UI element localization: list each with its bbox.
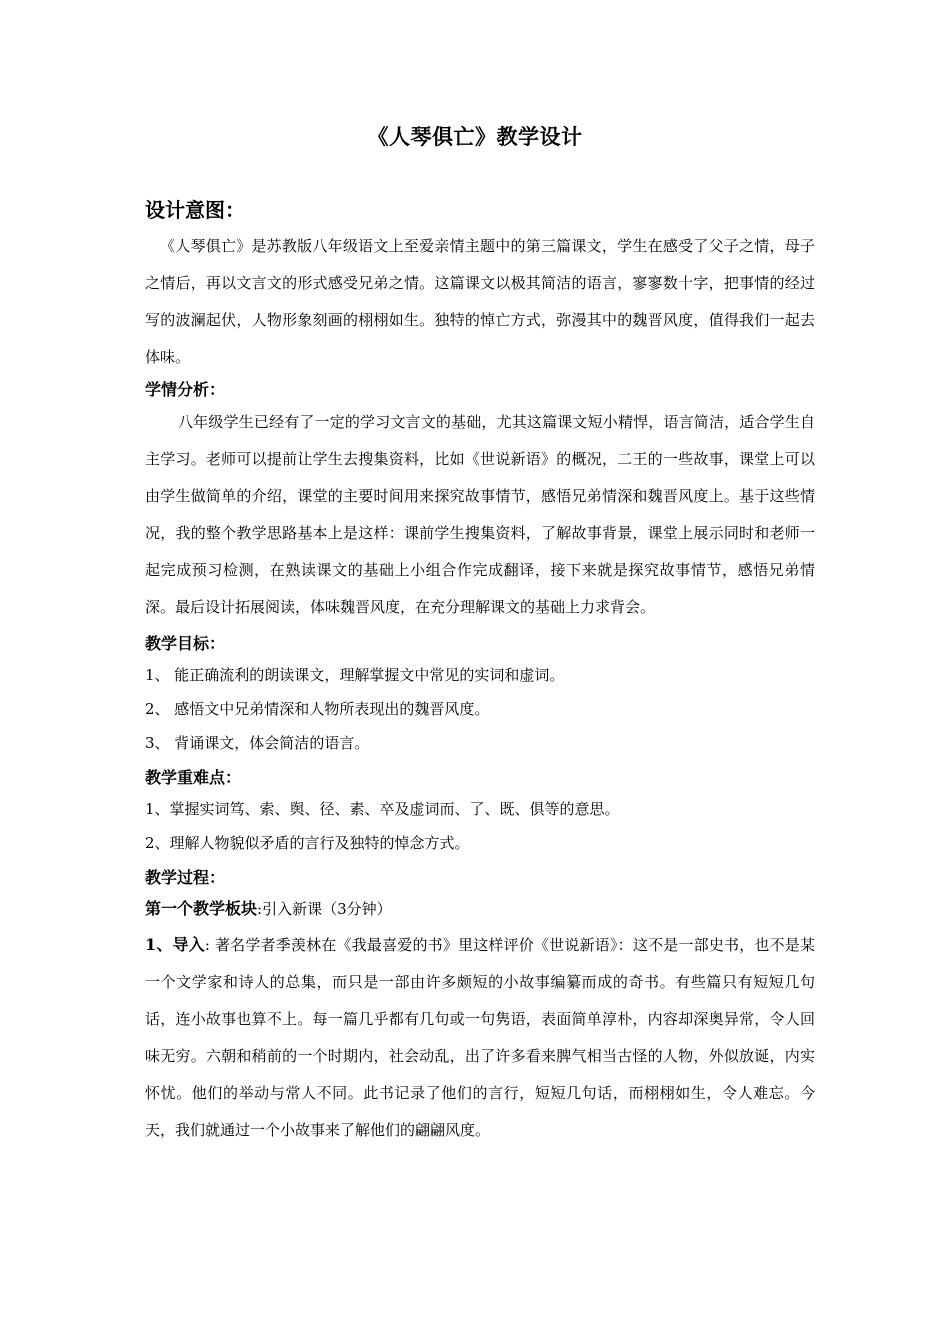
step-1-paragraph — [145, 926, 815, 1149]
process-heading: 教学过程： — [145, 868, 226, 887]
document-title: 《人琴俱亡》教学设计 — [367, 124, 583, 149]
goal-item: 1、 能正确流利的朗读课文，理解掌握文中常见的实词和虚词。 — [145, 666, 565, 684]
key-points-heading: 教学重难点： — [145, 768, 242, 787]
key-point-item: 2、理解人物貌似矛盾的言行及独特的悼念方式。 — [145, 834, 470, 852]
teaching-block-1 — [145, 892, 815, 926]
goal-item: 3、 背诵课文，体会简洁的语言。 — [145, 734, 370, 752]
goals-heading: 教学目标： — [145, 634, 226, 653]
design-intent-paragraph: 《人琴俱亡》是苏教版八年级语文上至爱亲情主题中的第三篇课文，学生在感受了父子之情，母子之情后，再以文言文的形式感受兄弟之情。这篇课文以极其简洁的语言，寥寥数十字，把事情的经过写的波澜起伏，人物形象刻画的栩栩如生。独特的悼亡方式，弥漫其中的魏晋风度，值得我们一起去体味。 — [145, 237, 815, 366]
teaching-block-1-text: :引入新课（3分钟） — [257, 900, 392, 918]
document-body — [145, 196, 815, 1149]
key-point-item: 1、掌握实词笃、索、舆、径、素、卒及虚词而、了、既、俱等的意思。 — [145, 800, 620, 818]
learner-analysis-heading: 学情分析： — [145, 380, 226, 399]
goal-item: 2、 感悟文中兄弟情深和人物所表现出的魏晋风度。 — [145, 700, 490, 718]
learner-analysis-paragraph: 八年级学生已经有了一定的学习文言文的基础，尤其这篇课文短小精悍，语言简洁，适合学生自主学习。老师可以提前让学生去搜集资料，比如《世说新语》的概况，二王的一些故事，课堂上可以由学生做简单的介绍，课堂的主要时间用来探究故事情节，感悟兄弟情深和魏晋风度上。基于这些情况，我的整个教学思路基本上是这样：课前学生搜集资料，了解故事背景，课堂上展示同时和老师一起完成预习检测，在熟读课文的基础上小组合作完成翻译，接下来就是探究故事情节，感悟兄弟情深。最后设计拓展阅读，体味魏晋风度，在充分理解课文的基础上力求背会。 — [145, 413, 815, 616]
step-1-label: 1、导入 — [145, 935, 205, 954]
step-1-text: : 著名学者季羡林在《我最喜爱的书》里这样评价《世说新语》：这不是一部史书，也不是某一个文学家和诗人的总集，而只是一部由许多颇短的小故事编纂而成的奇书。有些篇只有短短几句话，连小故事也算不上。每一篇几乎都有几句或一句隽语，表面简单淳朴，内容却深奥异常，令人回味无穷。六朝和稍前的一个时期内，社会动乱，出了许多看来脾气相当古怪的人物，外似放诞，内实怀忧。他们的举动与常人不同。此书记录了他们的言行，短短几句话，而栩栩如生，令人难忘。今天，我们就通过一个小故事来了解他们的翩翩风度。 — [145, 936, 816, 1139]
teaching-block-1-label: 第一个教学板块 — [145, 899, 258, 918]
design-intent-heading: 设计意图： — [145, 198, 245, 222]
